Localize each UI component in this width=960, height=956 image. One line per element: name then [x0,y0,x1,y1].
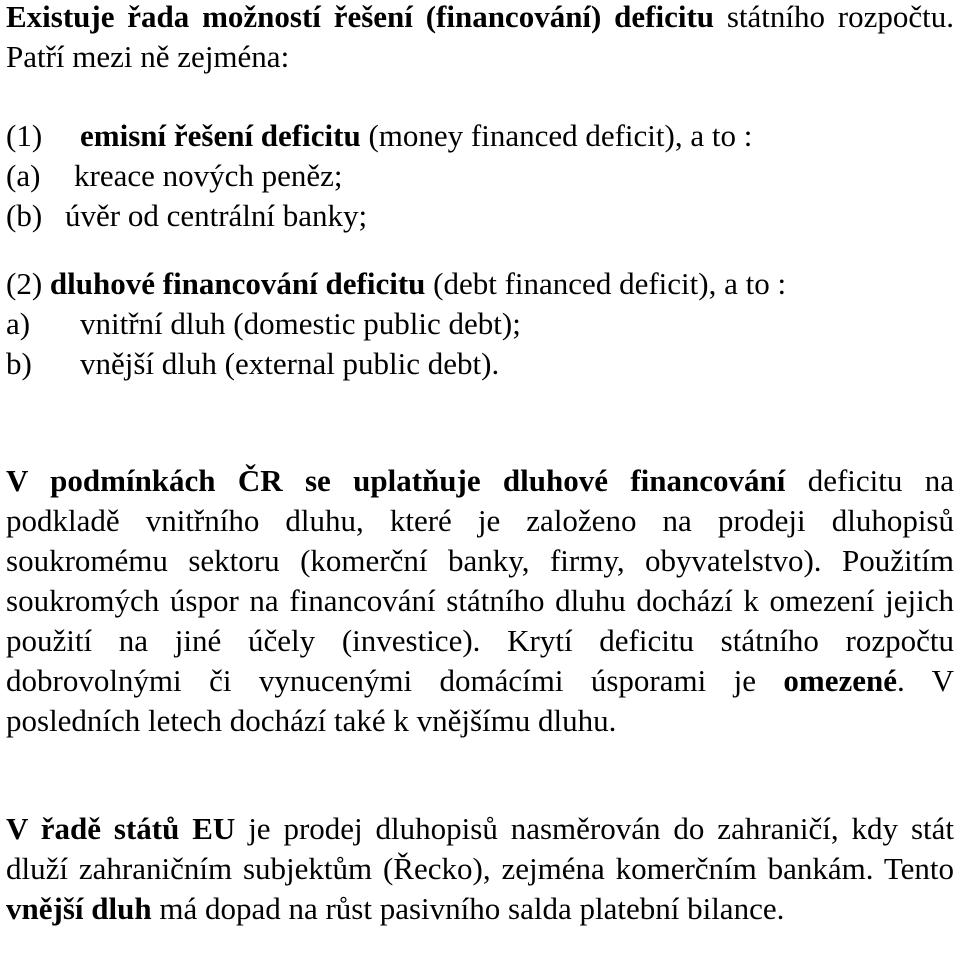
list-item-marker: (b) [6,198,43,233]
list-item [6,344,954,384]
option-2 [6,264,954,384]
cr-text-1: deficitu na podkladě vnitřního dluhu, které je založeno na prodeji dluhopisů soukromému sektoru (komerční banky, firmy, obyvatelstvo). Použitím soukromých úspor na financování státního dluhu dochází k omezení jejich použití na jiné účely (investice). Krytí deficitu státního rozpočtu dobrovolnými či vynucenými domácími úsporami je [6,463,954,698]
eu-bold-2: vnější dluh [6,891,152,926]
option-2-heading [6,264,954,304]
cr-text-2: . V posledních letech dochází také k vnějšímu dluhu. [6,663,954,738]
list-item-text: vnější dluh (external public debt). [80,346,500,381]
option-1-bold: emisní řešení deficitu [80,118,361,153]
intro-rest: státního rozpočtu. Patří mezi ně zejména: [6,0,954,74]
eu-text-1: je prodej dluhopisů nasměrován do zahraničí, kdy stát dluží zahraničním subjektům (Řecko), zejména komerčním bankám. Tento [6,811,954,886]
list-item-marker: a) [6,306,31,341]
intro-bold: Existuje řada možností řešení (financování) deficitu [6,0,715,34]
option-2-bold: dluhové financování deficitu [49,266,426,301]
cr-bold: V podmínkách ČR se uplatňuje dluhové financování [6,463,786,498]
list-item-marker: (a) [6,158,41,193]
option-2-rest: (debt financed deficit), a to : [425,266,787,301]
option-2-marker: (2) [6,266,43,301]
eu-text-2: má dopad na růst pasivního salda platební bilance. [151,891,785,926]
list-item [6,156,954,196]
list-item-marker: b) [6,346,32,381]
eu-bold: V řadě států EU [6,811,236,846]
option-1 [6,116,954,236]
cr-paragraph [6,461,954,741]
cr-bold-2: omezené [783,663,898,698]
intro-paragraph [6,0,954,77]
list-item-text: úvěr od centrální banky; [65,198,368,233]
list-item-text: kreace nových peněz; [74,158,343,193]
option-1-heading [6,116,954,156]
eu-paragraph [6,809,954,929]
list-item [6,196,954,236]
option-1-marker: (1) [6,118,43,153]
list-item-text: vnitřní dluh (domestic public debt); [80,306,521,341]
list-item [6,304,954,344]
option-1-rest: (money financed deficit), a to : [360,118,753,153]
